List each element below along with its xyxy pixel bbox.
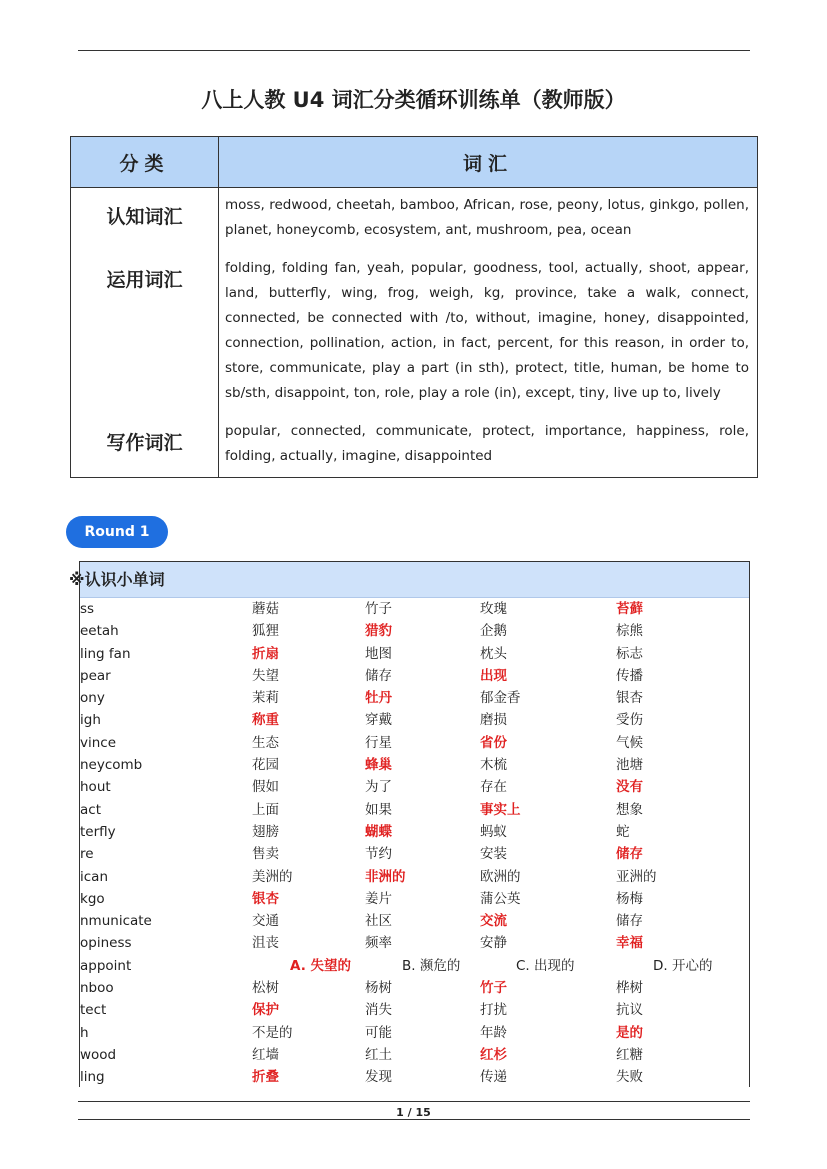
quiz-row (80, 643, 749, 665)
quiz-row (80, 1022, 749, 1044)
quiz-option: 磨损 (480, 712, 507, 729)
quiz-row (80, 709, 749, 731)
quiz-option: 棕熊 (616, 623, 643, 640)
quiz-option: 为了 (365, 779, 392, 796)
quiz-option: 想象 (616, 801, 643, 818)
quiz-word: tect (80, 1002, 107, 1019)
quiz-option: B. 濒危的 (402, 957, 461, 974)
quiz-option: 年龄 (480, 1024, 507, 1041)
answer-option: 蜂巢 (365, 757, 392, 774)
quiz-option: 玫瑰 (480, 601, 507, 617)
quiz-row (80, 687, 749, 709)
answer-option: 苔藓 (616, 601, 643, 617)
vocab-row-usage (71, 251, 758, 414)
words-cell: moss, redwood, cheetah, bamboo, African, rose, peony, lotus, ginkgo, pollen, planet, honeycomb, ecosystem, ant, mushroom, pea, ocean (219, 188, 758, 252)
quiz-option: 蛇 (616, 823, 630, 840)
quiz-word: pear (80, 667, 111, 684)
quiz-row (80, 665, 749, 687)
answer-option: 竹子 (480, 980, 507, 997)
quiz-option: 受伤 (616, 712, 643, 729)
quiz-option: 竹子 (365, 601, 392, 617)
section-title-prefix: ※ (69, 570, 85, 589)
page-number: 1 / 15 (396, 1106, 431, 1119)
section-title: 认识小单词 (84, 570, 165, 589)
quiz-word: nboo (80, 980, 114, 997)
quiz-row (80, 999, 749, 1021)
quiz-word: vince (80, 734, 117, 751)
quiz-option: 生态 (252, 734, 279, 751)
quiz-row (80, 866, 749, 888)
answer-option: 非洲的 (365, 868, 406, 885)
answer-option: 幸福 (616, 935, 643, 952)
quiz-option: 穿戴 (365, 712, 392, 729)
answer-option: 是的 (616, 1024, 643, 1041)
answer-option: 保护 (252, 1002, 279, 1019)
quiz-row (80, 888, 749, 910)
quiz-option: 频率 (365, 935, 392, 952)
bottom-rule-lower (78, 1119, 750, 1120)
quiz-option: 失败 (616, 1069, 643, 1086)
answer-option: A. 失望的 (290, 957, 352, 974)
quiz-option: 郁金香 (480, 690, 521, 707)
top-rule (78, 50, 750, 51)
quiz-option: 气候 (616, 734, 643, 751)
quiz-row (80, 821, 749, 843)
quiz-word: ican (80, 868, 109, 885)
quiz-option: 失望 (252, 667, 279, 684)
answer-option: 出现 (480, 667, 507, 684)
category-cell: 运用词汇 (71, 251, 219, 414)
quiz-word: ling (80, 1069, 105, 1086)
quiz-word: eetah (80, 623, 119, 640)
quiz-option: 蘑菇 (252, 601, 279, 617)
quiz-option: 安装 (480, 846, 507, 863)
quiz-option: 池塘 (616, 757, 643, 774)
quiz-option: 枕头 (480, 645, 507, 662)
quiz-word: ling fan (80, 645, 131, 662)
quiz-option: D. 开心的 (653, 957, 713, 974)
quiz-word: neycomb (80, 757, 143, 774)
quiz-option: 翅膀 (252, 823, 279, 840)
header-category: 分类 (71, 137, 219, 188)
quiz-row (80, 620, 749, 642)
quiz-row (80, 598, 749, 620)
quiz-option: 传递 (480, 1069, 507, 1086)
quiz-option: 社区 (365, 913, 392, 930)
quiz-option: 消失 (365, 1002, 392, 1019)
quiz-option: 桦树 (616, 980, 643, 997)
answer-option: 事实上 (480, 801, 521, 818)
quiz-option: 抗议 (616, 1002, 643, 1019)
quiz-row (80, 955, 749, 977)
quiz-option: 美洲的 (252, 868, 293, 885)
quiz-word: nmunicate (80, 913, 152, 930)
quiz-option: C. 出现的 (516, 957, 575, 974)
quiz-row (80, 754, 749, 776)
answer-option: 猎豹 (365, 623, 392, 640)
quiz-option: 售卖 (252, 846, 279, 863)
quiz-option: 杨树 (365, 980, 392, 997)
quiz-row (80, 932, 749, 954)
quiz-word: appoint (80, 957, 132, 974)
quiz-option: 如果 (365, 801, 392, 818)
quiz-option: 红糖 (616, 1046, 643, 1063)
quiz-option: 茉莉 (252, 690, 279, 707)
quiz-option: 狐狸 (252, 623, 279, 640)
quiz-row (80, 799, 749, 821)
answer-option: 折叠 (252, 1069, 279, 1086)
quiz-word: act (80, 801, 101, 818)
quiz-option: 地图 (365, 645, 392, 662)
quiz-word: h (80, 1024, 89, 1041)
quiz-option: 假如 (252, 779, 279, 796)
quiz-option: 花园 (252, 757, 279, 774)
quiz-option: 可能 (365, 1024, 392, 1041)
quiz-option: 储存 (616, 913, 643, 930)
quiz-row (80, 977, 749, 999)
quiz-word: terfly (80, 823, 116, 840)
quiz-option: 蒲公英 (480, 890, 521, 907)
quiz-option: 沮丧 (252, 935, 279, 952)
quiz-word: ss (80, 601, 95, 617)
quiz-row (80, 910, 749, 932)
quiz-option: 企鹅 (480, 623, 507, 640)
quiz-row (80, 1044, 749, 1066)
page-title: 八上人教 U4 词汇分类循环训练单（教师版） (201, 88, 626, 112)
quiz-word: wood (80, 1046, 117, 1063)
quiz-option: 上面 (252, 801, 279, 818)
quiz-word: opiness (80, 935, 132, 952)
quiz-option: 行星 (365, 734, 392, 751)
section-header (69, 562, 749, 598)
vocab-row-cognitive (71, 188, 758, 252)
answer-option: 折扇 (252, 645, 279, 662)
quiz-option: 松树 (252, 980, 279, 997)
quiz-option: 杨梅 (616, 890, 643, 907)
quiz-word: kgo (80, 890, 105, 907)
words-cell: folding, folding fan, yeah, popular, goodness, tool, actually, shoot, appear, land, butterfly, wing, frog, weigh, kg, province, take a walk, connect, connected, be connected with /to, without, imagine, honey, disappointed, connection, pollination, action, in fact, percent, for this reason, in order to, store, communicate, play a part (in sth), protect, title, human, be home to sb/sth, disappoint, ton, role, play a role (in), except, tiny, live up to, lively (219, 251, 758, 414)
quiz-option: 红土 (365, 1046, 392, 1063)
answer-option: 储存 (616, 846, 643, 863)
quiz-option: 标志 (616, 645, 643, 662)
vocab-row-writing (71, 414, 758, 478)
words-cell: popular, connected, communicate, protect, importance, happiness, role, folding, actually, imagine, disappointed (219, 414, 758, 478)
quiz-option: 红墙 (252, 1046, 279, 1063)
quiz-option: 储存 (365, 667, 392, 684)
answer-option: 牡丹 (365, 690, 392, 707)
quiz-option: 传播 (616, 667, 643, 684)
category-cell: 写作词汇 (71, 414, 219, 478)
quiz-option: 安静 (480, 935, 507, 952)
answer-option: 蝴蝶 (365, 823, 392, 840)
category-cell: 认知词汇 (71, 188, 219, 252)
bottom-rule-upper (78, 1101, 750, 1102)
answer-option: 称重 (252, 712, 279, 729)
quiz-row (80, 776, 749, 798)
answer-option: 没有 (616, 779, 643, 796)
quiz-row (80, 1066, 749, 1088)
answer-option: 省份 (480, 734, 507, 751)
round-badge: Round 1 (66, 516, 168, 548)
quiz-option: 交通 (252, 913, 279, 930)
quiz-option: 姜片 (365, 890, 392, 907)
quiz-word: re (80, 846, 94, 863)
quiz-option: 亚洲的 (616, 868, 657, 885)
quiz-word: ony (80, 690, 105, 707)
answer-option: 红杉 (480, 1046, 507, 1063)
quiz-option: 木梳 (480, 757, 507, 774)
quiz-option: 蚂蚁 (480, 823, 507, 840)
quiz-option: 存在 (480, 779, 507, 796)
quiz-panel (69, 561, 750, 1087)
quiz-option: 打扰 (480, 1002, 507, 1019)
answer-option: 银杏 (252, 890, 279, 907)
quiz-word: hout (80, 779, 111, 796)
quiz-option: 不是的 (252, 1024, 293, 1041)
quiz-option: 欧洲的 (480, 868, 521, 885)
header-words: 词汇 (219, 137, 758, 188)
quiz-row (80, 843, 749, 865)
quiz-rows (80, 598, 749, 1089)
vocab-table (70, 136, 758, 478)
quiz-option: 发现 (365, 1069, 392, 1086)
answer-option: 交流 (480, 913, 507, 930)
quiz-word: igh (80, 712, 101, 729)
quiz-option: 节约 (365, 846, 392, 863)
quiz-row (80, 732, 749, 754)
quiz-option: 银杏 (616, 690, 643, 707)
